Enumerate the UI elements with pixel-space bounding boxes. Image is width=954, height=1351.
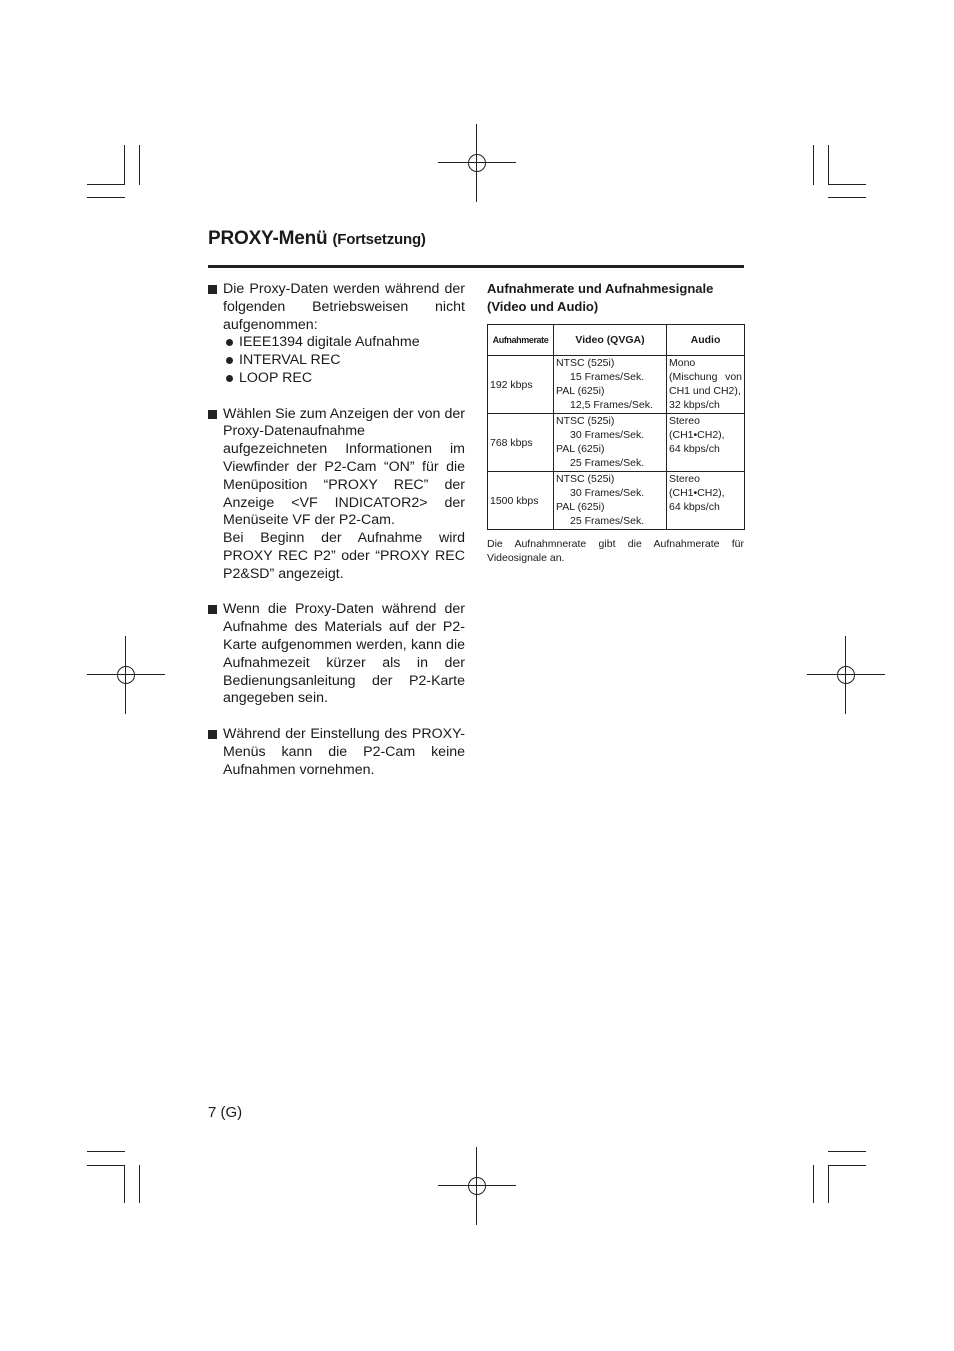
registration-mark-icon xyxy=(87,636,165,714)
note-item xyxy=(208,406,465,584)
page-title-subtitle: (Fortsetzung) xyxy=(332,231,426,248)
note-text: Bei Beginn der Aufnahme wird PROXY REC P2” oder “PROXY REC P2&SD” angezeigt. xyxy=(223,530,465,582)
note-item xyxy=(208,726,465,779)
round-bullet-icon xyxy=(226,357,233,364)
square-bullet-icon xyxy=(208,410,217,419)
table-row xyxy=(488,472,745,530)
note-text: Während der Einstellung des PROXY-Menüs kann die P2-Cam keine Aufnahmen vornehmen. xyxy=(223,725,465,778)
page-title-main: PROXY-Menü xyxy=(208,228,328,249)
table-row xyxy=(488,356,745,414)
list-item: INTERVAL REC xyxy=(223,352,465,370)
title-rule xyxy=(208,265,744,268)
round-bullet-icon xyxy=(226,339,233,346)
note-text: Wählen Sie zum Anzeigen der von der Proxy-Datenaufnahme aufgezeichneten Informationen im Viewfinder der P2-Cam “ON” für die Menüposition “PROXY REC” der Anzeige <VF INDICATOR2> der Menüseite VF der P2-Cam. xyxy=(223,405,465,529)
page-title xyxy=(208,228,426,250)
rate-cell: 192 kbps xyxy=(488,356,554,414)
note-text: Wenn die Proxy-Daten während der Aufnahme des Materials auf der P2-Karte aufgenommen werden, kann die Aufnahmezeit kürzer als in der Bedienungsanleitung der P2-Karte angegeben sein. xyxy=(223,601,465,707)
column-header: Video (QVGA) xyxy=(554,325,667,356)
video-cell: NTSC (525i) 30 Frames/Sek. PAL (625i) 25 Frames/Sek. xyxy=(554,414,667,472)
registration-mark-icon xyxy=(438,1147,516,1225)
table-header-row xyxy=(488,325,745,356)
list-item: IEEE1394 digitale Aufnahme xyxy=(223,334,465,352)
rate-cell: 768 kbps xyxy=(488,414,554,472)
notes-column xyxy=(208,281,465,797)
audio-cell: Stereo (CH1•CH2), 64 kbps/ch xyxy=(667,472,745,530)
note-item xyxy=(208,601,465,708)
recording-rate-table xyxy=(487,324,745,530)
square-bullet-icon xyxy=(208,285,217,294)
column-header: Audio xyxy=(667,325,745,356)
square-bullet-icon xyxy=(208,605,217,614)
video-cell: NTSC (525i) 15 Frames/Sek. PAL (625i) 12,5 Frames/Sek. xyxy=(554,356,667,414)
page-number: 7 (G) xyxy=(208,1104,243,1121)
column-header: Aufnahmerate xyxy=(488,325,554,356)
round-bullet-icon xyxy=(226,375,233,382)
note-text: Die Proxy-Daten werden während der folgenden Betriebsweisen nicht aufgenommen: xyxy=(223,281,465,333)
registration-mark-icon xyxy=(438,124,516,202)
section-heading: Aufnahmerate und Aufnahmesignale (Video und Audio) xyxy=(487,281,714,314)
audio-cell: Stereo (CH1•CH2), 64 kbps/ch xyxy=(667,414,745,472)
table-note: Die Aufnahmnerate gibt die Aufnahmerate für Videosignale an. xyxy=(487,538,744,564)
note-item xyxy=(208,281,465,388)
video-cell: NTSC (525i) 30 Frames/Sek. PAL (625i) 25 Frames/Sek. xyxy=(554,472,667,530)
rate-cell: 1500 kbps xyxy=(488,472,554,530)
audio-cell: Mono (Mischung von CH1 und CH2), 32 kbps/ch xyxy=(667,356,745,414)
list-item: LOOP REC xyxy=(223,370,465,388)
mode-list xyxy=(223,334,465,387)
square-bullet-icon xyxy=(208,730,217,739)
table-row xyxy=(488,414,745,472)
registration-mark-icon xyxy=(807,636,885,714)
